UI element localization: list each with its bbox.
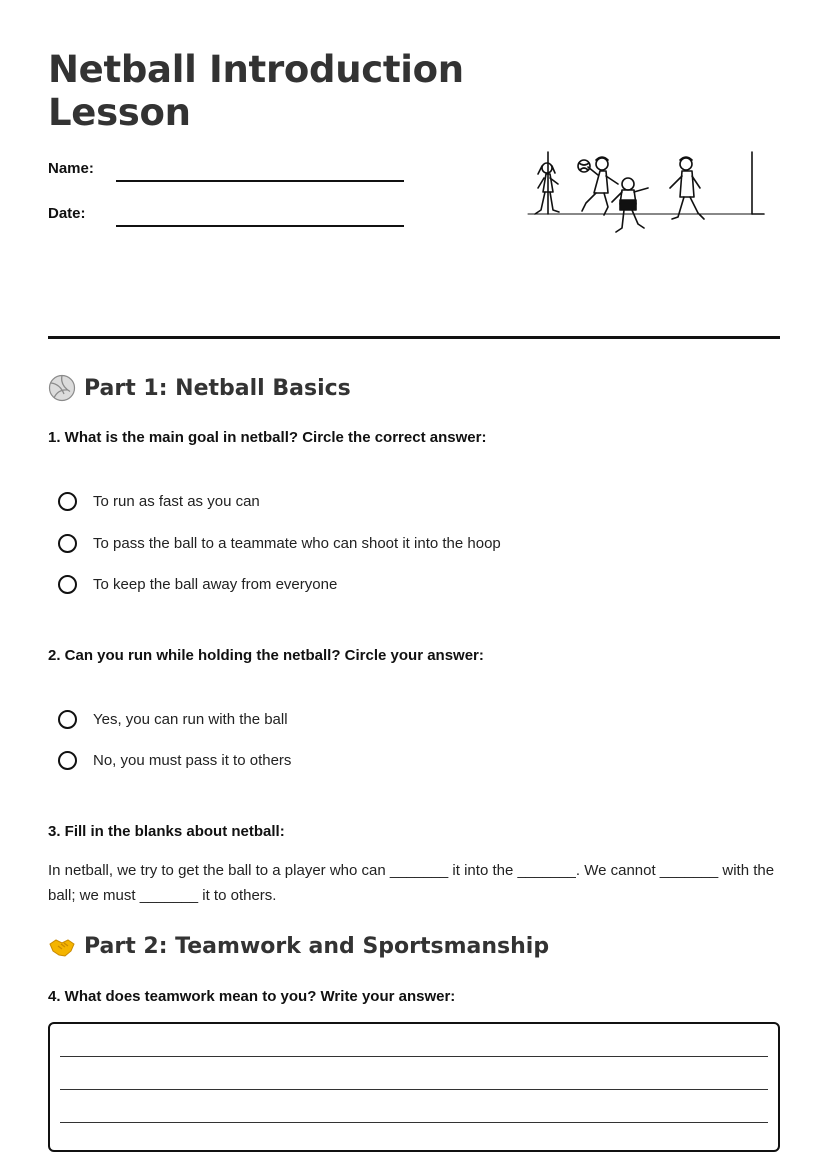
radio-circle-icon[interactable] — [58, 751, 77, 770]
part1-heading — [48, 374, 351, 402]
option-label: To pass the ball to a teammate who can shoot it into the hoop — [93, 535, 501, 552]
q2-option-2[interactable] — [58, 751, 291, 770]
q1-option-2[interactable] — [58, 534, 501, 553]
question-1: 1. What is the main goal in netball? Circle the correct answer: — [48, 429, 487, 446]
answer-line — [60, 1089, 768, 1090]
part1-heading-text: Part 1: Netball Basics — [84, 375, 351, 401]
fill-in-blanks-text: In netball, we try to get the ball to a player who can _______ it into the _______. We cannot _______ with the ball; we must _______ it to others. — [48, 862, 775, 904]
q2-option-1[interactable] — [58, 710, 288, 729]
date-field-line[interactable] — [116, 225, 404, 227]
question-2: 2. Can you run while holding the netball? Circle your answer: — [48, 647, 484, 664]
part2-heading — [48, 932, 549, 960]
answer-line — [60, 1122, 768, 1123]
name-label: Name: — [48, 160, 94, 177]
name-field-line[interactable] — [116, 180, 404, 182]
option-label: To keep the ball away from everyone — [93, 576, 338, 593]
netball-players-illustration — [522, 148, 770, 248]
option-label: To run as fast as you can — [93, 493, 260, 510]
part2-heading-text: Part 2: Teamwork and Sportsmanship — [84, 933, 550, 959]
handshake-icon — [48, 932, 76, 960]
answer-line — [60, 1056, 768, 1057]
radio-circle-icon[interactable] — [58, 575, 77, 594]
option-label: Yes, you can run with the ball — [93, 711, 288, 728]
volleyball-icon — [48, 374, 76, 402]
q1-option-3[interactable] — [58, 575, 337, 594]
answer-box[interactable] — [48, 1022, 780, 1152]
question-3: 3. Fill in the blanks about netball: — [48, 823, 285, 840]
date-label: Date: — [48, 205, 86, 222]
worksheet-title: Netball Introduction Lesson — [48, 48, 464, 134]
radio-circle-icon[interactable] — [58, 492, 77, 511]
question-4: 4. What does teamwork mean to you? Write your answer: — [48, 988, 456, 1005]
q1-option-1[interactable] — [58, 492, 260, 511]
radio-circle-icon[interactable] — [58, 710, 77, 729]
section-divider — [48, 336, 780, 339]
option-label: No, you must pass it to others — [93, 752, 292, 769]
radio-circle-icon[interactable] — [58, 534, 77, 553]
